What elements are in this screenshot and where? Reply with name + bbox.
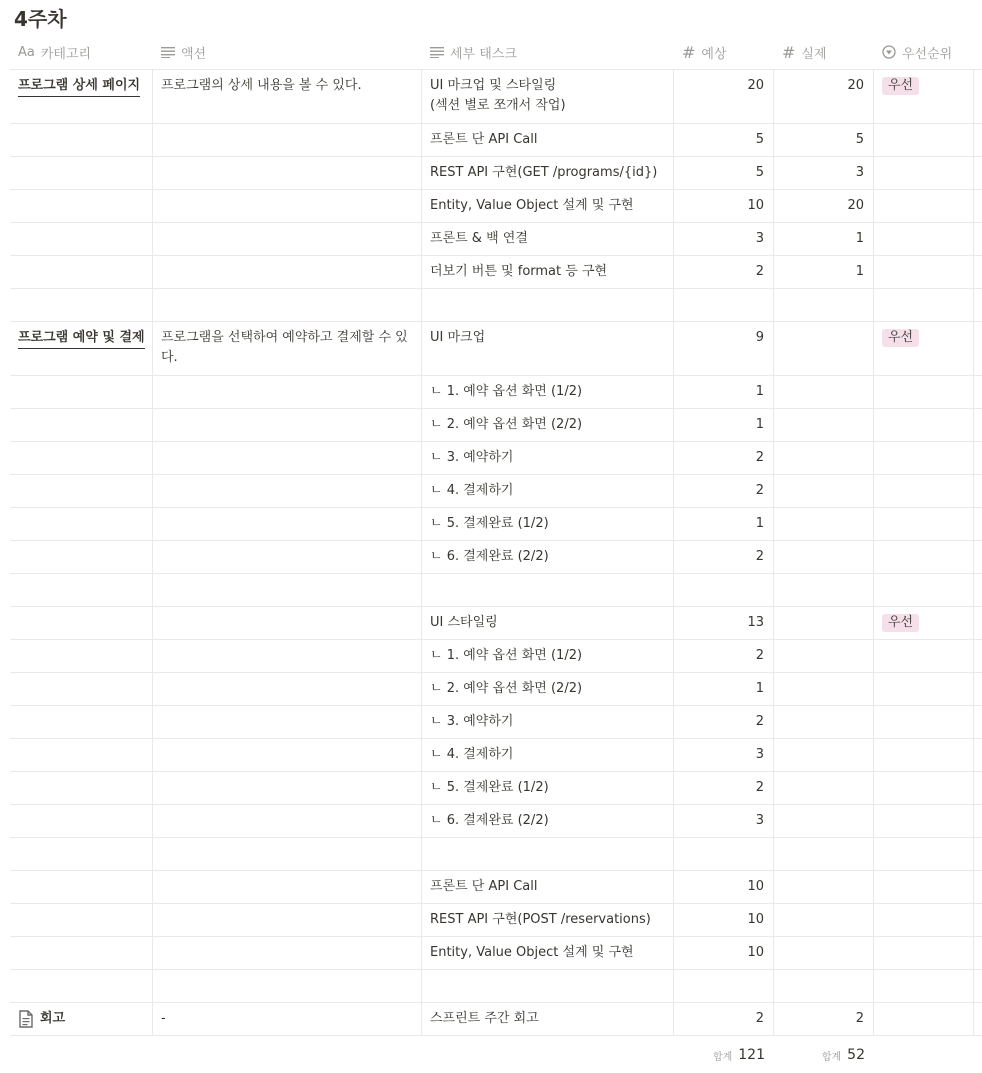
cell-category[interactable] xyxy=(10,640,153,672)
cell-task[interactable] xyxy=(422,772,674,804)
cell-actual[interactable] xyxy=(774,409,874,441)
table-row[interactable] xyxy=(10,1003,982,1036)
cell-action[interactable] xyxy=(153,706,422,738)
cell-estimate[interactable] xyxy=(674,223,774,255)
cell-priority[interactable] xyxy=(874,871,974,903)
cell-priority[interactable] xyxy=(874,706,974,738)
task-text: Entity, Value Object 설계 및 구현 xyxy=(430,945,634,960)
table-row[interactable] xyxy=(10,124,982,157)
cell-actual[interactable] xyxy=(774,739,874,771)
task-text: ㄴ 2. 예약 옵션 화면 (2/2) xyxy=(430,681,583,696)
cell-action[interactable] xyxy=(153,190,422,222)
cell-action[interactable] xyxy=(153,541,422,573)
cell-category[interactable] xyxy=(10,805,153,837)
table-row[interactable] xyxy=(10,640,982,673)
cell-actual[interactable] xyxy=(774,508,874,540)
cell-estimate[interactable] xyxy=(674,574,774,606)
cell-priority[interactable] xyxy=(874,322,974,375)
sum-label: 합계 xyxy=(712,1051,733,1063)
cell-category[interactable] xyxy=(10,157,153,189)
estimate-value: 20 xyxy=(747,78,764,93)
cell-category[interactable] xyxy=(10,772,153,804)
action-text: 프로그램의 상세 내용을 볼 수 있다. xyxy=(161,78,362,93)
table-row[interactable] xyxy=(10,838,982,871)
table-row[interactable] xyxy=(10,805,982,838)
sum-value: 52 xyxy=(847,1047,865,1063)
cell-priority[interactable] xyxy=(874,937,974,969)
task-text: ㄴ 5. 결제완료 (1/2) xyxy=(430,780,549,795)
sum-value: 121 xyxy=(738,1047,765,1063)
table-row[interactable] xyxy=(10,772,982,805)
cell-priority[interactable] xyxy=(874,190,974,222)
table-row[interactable] xyxy=(10,256,982,289)
priority-tag[interactable]: 우선 xyxy=(882,614,919,632)
cell-actual[interactable] xyxy=(774,673,874,705)
table-row[interactable] xyxy=(10,706,982,739)
cell-actual[interactable] xyxy=(774,442,874,474)
cell-category[interactable] xyxy=(10,256,153,288)
task-text: ㄴ 1. 예약 옵션 화면 (1/2) xyxy=(430,384,583,399)
cell-priority[interactable] xyxy=(874,442,974,474)
cell-estimate[interactable] xyxy=(674,937,774,969)
cell-priority[interactable] xyxy=(874,1003,974,1035)
cell-task[interactable] xyxy=(422,442,674,474)
table-row[interactable] xyxy=(10,409,982,442)
task-text: ㄴ 6. 결제완료 (2/2) xyxy=(430,813,549,828)
task-text: ㄴ 1. 예약 옵션 화면 (1/2) xyxy=(430,648,583,663)
column-header-actual[interactable] xyxy=(782,35,827,69)
actual-value: 3 xyxy=(855,165,864,180)
cell-action[interactable] xyxy=(153,376,422,408)
cell-estimate[interactable] xyxy=(674,190,774,222)
actual-value: 1 xyxy=(855,231,864,246)
cell-task[interactable] xyxy=(422,190,674,222)
cell-task[interactable] xyxy=(422,706,674,738)
cell-task[interactable] xyxy=(422,157,674,189)
cell-category[interactable] xyxy=(10,1003,153,1035)
table-row[interactable] xyxy=(10,475,982,508)
cell-estimate[interactable] xyxy=(674,157,774,189)
table-row[interactable] xyxy=(10,607,982,640)
cell-task[interactable] xyxy=(422,673,674,705)
cell-category[interactable] xyxy=(10,838,153,870)
cell-action[interactable] xyxy=(153,1003,422,1035)
priority-tag[interactable]: 우선 xyxy=(882,329,919,347)
cell-priority[interactable] xyxy=(874,256,974,288)
cell-estimate[interactable] xyxy=(674,508,774,540)
column-header-label: 카테고리 xyxy=(40,46,92,62)
table-row[interactable] xyxy=(10,70,982,124)
estimate-value: 2 xyxy=(755,450,764,465)
cell-estimate[interactable] xyxy=(674,838,774,870)
category-title: 회고 xyxy=(40,1011,66,1026)
cell-task[interactable] xyxy=(422,376,674,408)
estimate-value: 2 xyxy=(755,549,764,564)
cell-estimate[interactable] xyxy=(674,706,774,738)
cell-action[interactable] xyxy=(153,442,422,474)
table-row[interactable] xyxy=(10,190,982,223)
estimate-value: 2 xyxy=(755,780,764,795)
category-link[interactable] xyxy=(18,76,140,97)
estimate-value: 10 xyxy=(747,879,764,894)
task-text: ㄴ 5. 결제완료 (1/2) xyxy=(430,516,549,531)
cell-actual[interactable] xyxy=(774,838,874,870)
cell-priority[interactable] xyxy=(874,838,974,870)
cell-task[interactable] xyxy=(422,541,674,573)
cell-action[interactable] xyxy=(153,838,422,870)
cell-task[interactable] xyxy=(422,640,674,672)
cell-actual[interactable] xyxy=(774,607,874,639)
cell-category[interactable] xyxy=(10,376,153,408)
cell-task[interactable] xyxy=(422,937,674,969)
cell-priority[interactable] xyxy=(874,970,974,1002)
cell-category[interactable] xyxy=(10,190,153,222)
estimate-value: 5 xyxy=(755,132,764,147)
cell-priority[interactable] xyxy=(874,541,974,573)
category-title: 프로그램 상세 페이지 xyxy=(18,76,140,97)
cell-action[interactable] xyxy=(153,937,422,969)
cell-priority[interactable] xyxy=(874,673,974,705)
cell-actual[interactable] xyxy=(774,322,874,375)
estimate-value: 2 xyxy=(755,483,764,498)
cell-estimate[interactable] xyxy=(674,871,774,903)
cell-estimate[interactable] xyxy=(674,322,774,375)
task-text: ㄴ 3. 예약하기 xyxy=(430,450,514,465)
cell-category[interactable] xyxy=(10,574,153,606)
cell-actual[interactable] xyxy=(774,541,874,573)
cell-estimate[interactable] xyxy=(674,409,774,441)
cell-task[interactable] xyxy=(422,256,674,288)
cell-category[interactable] xyxy=(10,970,153,1002)
estimate-value: 2 xyxy=(755,648,764,663)
cell-actual[interactable] xyxy=(774,376,874,408)
estimate-value: 1 xyxy=(755,516,764,531)
cell-priority[interactable] xyxy=(874,904,974,936)
estimate-value: 2 xyxy=(755,714,764,729)
cell-category[interactable] xyxy=(10,70,153,123)
cell-task[interactable] xyxy=(422,70,674,123)
cell-estimate[interactable] xyxy=(674,124,774,156)
cell-action[interactable] xyxy=(153,871,422,903)
column-header-estimate[interactable] xyxy=(682,35,727,69)
cell-task[interactable] xyxy=(422,124,674,156)
cell-category[interactable] xyxy=(10,475,153,507)
cell-estimate[interactable] xyxy=(674,772,774,804)
cell-actual[interactable] xyxy=(774,871,874,903)
cell-task[interactable] xyxy=(422,838,674,870)
cell-category[interactable] xyxy=(10,871,153,903)
category-link[interactable] xyxy=(18,1009,65,1029)
cell-actual[interactable] xyxy=(774,706,874,738)
estimate-value: 1 xyxy=(755,681,764,696)
table-row[interactable] xyxy=(10,937,982,970)
table-row[interactable] xyxy=(10,376,982,409)
table-footer xyxy=(10,1037,982,1073)
table-row[interactable] xyxy=(10,673,982,706)
cell-action[interactable] xyxy=(153,256,422,288)
page-title: 4주차 xyxy=(14,7,67,31)
cell-action[interactable] xyxy=(153,970,422,1002)
cell-task[interactable] xyxy=(422,508,674,540)
cell-action[interactable] xyxy=(153,223,422,255)
estimate-value: 10 xyxy=(747,945,764,960)
estimate-value: 10 xyxy=(747,198,764,213)
cell-priority[interactable] xyxy=(874,640,974,672)
cell-task[interactable] xyxy=(422,409,674,441)
cell-category[interactable] xyxy=(10,541,153,573)
cell-priority[interactable] xyxy=(874,805,974,837)
estimate-value: 3 xyxy=(755,747,764,762)
actual-sum[interactable] xyxy=(774,1037,865,1073)
task-text: ㄴ 3. 예약하기 xyxy=(430,714,514,729)
cell-action[interactable] xyxy=(153,805,422,837)
cell-task[interactable] xyxy=(422,871,674,903)
task-text: 프론트 & 백 연결 xyxy=(430,231,528,246)
cell-priority[interactable] xyxy=(874,739,974,771)
table-row[interactable] xyxy=(10,739,982,772)
column-header-action[interactable] xyxy=(161,35,206,69)
column-header-label: 실제 xyxy=(801,46,827,62)
cell-estimate[interactable] xyxy=(674,289,774,321)
actual-value: 1 xyxy=(855,264,864,279)
text-icon xyxy=(430,46,444,58)
cell-priority[interactable] xyxy=(874,157,974,189)
cell-estimate[interactable] xyxy=(674,442,774,474)
table-header xyxy=(10,35,982,70)
cell-category[interactable] xyxy=(10,739,153,771)
table-row[interactable] xyxy=(10,871,982,904)
cell-action[interactable] xyxy=(153,322,422,375)
estimate-value: 13 xyxy=(747,615,764,630)
estimate-value: 3 xyxy=(755,813,764,828)
cell-action[interactable] xyxy=(153,508,422,540)
task-text: REST API 구현(POST /reservations) xyxy=(430,912,651,927)
cell-actual[interactable] xyxy=(774,475,874,507)
column-header-category[interactable] xyxy=(18,35,91,69)
table-row[interactable] xyxy=(10,157,982,190)
cell-priority[interactable] xyxy=(874,574,974,606)
cell-task[interactable] xyxy=(422,904,674,936)
cell-category[interactable] xyxy=(10,706,153,738)
sum-label: 합계 xyxy=(821,1051,842,1063)
cell-task[interactable] xyxy=(422,475,674,507)
estimate-value: 2 xyxy=(755,1011,764,1026)
column-header-label: 예상 xyxy=(701,46,727,62)
actual-value: 5 xyxy=(855,132,864,147)
cell-priority[interactable] xyxy=(874,124,974,156)
cell-estimate[interactable] xyxy=(674,904,774,936)
cell-estimate[interactable] xyxy=(674,805,774,837)
cell-action[interactable] xyxy=(153,739,422,771)
action-text: - xyxy=(161,1011,166,1026)
number-icon: # xyxy=(782,42,796,62)
cell-actual[interactable] xyxy=(774,157,874,189)
cell-action[interactable] xyxy=(153,640,422,672)
cell-task[interactable] xyxy=(422,607,674,639)
cell-category[interactable] xyxy=(10,937,153,969)
cell-category[interactable] xyxy=(10,904,153,936)
cell-estimate[interactable] xyxy=(674,607,774,639)
cell-estimate[interactable] xyxy=(674,475,774,507)
table-row[interactable] xyxy=(10,442,982,475)
cell-task[interactable] xyxy=(422,970,674,1002)
cell-priority[interactable] xyxy=(874,223,974,255)
cell-estimate[interactable] xyxy=(674,376,774,408)
task-text: Entity, Value Object 설계 및 구현 xyxy=(430,198,634,213)
cell-actual[interactable] xyxy=(774,937,874,969)
cell-priority[interactable] xyxy=(874,508,974,540)
cell-actual[interactable] xyxy=(774,223,874,255)
column-header-label: 우선순위 xyxy=(902,46,953,62)
task-text: 스프린트 주간 회고 xyxy=(430,1011,539,1026)
cell-priority[interactable] xyxy=(874,70,974,123)
task-text: ㄴ 4. 결제하기 xyxy=(430,747,514,762)
cell-action[interactable] xyxy=(153,607,422,639)
cell-action[interactable] xyxy=(153,574,422,606)
task-text: UI 마크업 및 스타일링 (섹션 별로 쪼개서 작업) xyxy=(430,78,566,113)
cell-estimate[interactable] xyxy=(674,1003,774,1035)
cell-estimate[interactable] xyxy=(674,739,774,771)
cell-action[interactable] xyxy=(153,70,422,123)
cell-estimate[interactable] xyxy=(674,70,774,123)
cell-task[interactable] xyxy=(422,574,674,606)
cell-actual[interactable] xyxy=(774,289,874,321)
category-link[interactable] xyxy=(18,328,145,349)
cell-estimate[interactable] xyxy=(674,970,774,1002)
task-text: UI 스타일링 xyxy=(430,615,498,630)
cell-action[interactable] xyxy=(153,475,422,507)
table-row[interactable] xyxy=(10,508,982,541)
actual-value: 20 xyxy=(847,78,864,93)
cell-category[interactable] xyxy=(10,223,153,255)
cell-action[interactable] xyxy=(153,409,422,441)
select-icon xyxy=(882,45,896,59)
cell-priority[interactable] xyxy=(874,607,974,639)
cell-action[interactable] xyxy=(153,772,422,804)
cell-action[interactable] xyxy=(153,157,422,189)
actual-value: 20 xyxy=(847,198,864,213)
column-header-label: 액션 xyxy=(181,46,207,62)
category-title: 프로그램 예약 및 결제 xyxy=(18,328,145,349)
action-text: 프로그램을 선택하여 예약하고 결제할 수 있다. xyxy=(161,330,408,365)
cell-action[interactable] xyxy=(153,673,422,705)
cell-category[interactable] xyxy=(10,607,153,639)
estimate-value: 10 xyxy=(747,912,764,927)
cell-category[interactable] xyxy=(10,322,153,375)
task-text: UI 마크업 xyxy=(430,330,486,345)
estimate-value: 1 xyxy=(755,417,764,432)
cell-estimate[interactable] xyxy=(674,640,774,672)
table-row[interactable] xyxy=(10,574,982,607)
cell-actual[interactable] xyxy=(774,640,874,672)
cell-actual[interactable] xyxy=(774,1003,874,1035)
title-icon: Aa xyxy=(18,44,35,60)
cell-category[interactable] xyxy=(10,508,153,540)
estimate-sum[interactable] xyxy=(674,1037,765,1073)
cell-task[interactable] xyxy=(422,289,674,321)
cell-priority[interactable] xyxy=(874,475,974,507)
cell-priority[interactable] xyxy=(874,772,974,804)
estimate-value: 5 xyxy=(755,165,764,180)
table-body xyxy=(10,70,982,1036)
cell-actual[interactable] xyxy=(774,70,874,123)
cell-action[interactable] xyxy=(153,289,422,321)
task-text: 더보기 버튼 및 format 등 구현 xyxy=(430,264,608,279)
cell-actual[interactable] xyxy=(774,772,874,804)
task-text: ㄴ 6. 결제완료 (2/2) xyxy=(430,549,549,564)
cell-category[interactable] xyxy=(10,673,153,705)
cell-task[interactable] xyxy=(422,322,674,375)
cell-actual[interactable] xyxy=(774,574,874,606)
cell-priority[interactable] xyxy=(874,409,974,441)
estimate-value: 1 xyxy=(755,384,764,399)
column-header-priority[interactable] xyxy=(882,35,952,69)
cell-task[interactable] xyxy=(422,1003,674,1035)
cell-priority[interactable] xyxy=(874,289,974,321)
cell-actual[interactable] xyxy=(774,904,874,936)
estimate-value: 9 xyxy=(755,330,764,345)
cell-estimate[interactable] xyxy=(674,256,774,288)
cell-task[interactable] xyxy=(422,805,674,837)
task-text: 프론트 단 API Call xyxy=(430,879,538,894)
cell-category[interactable] xyxy=(10,409,153,441)
column-header-label: 세부 태스크 xyxy=(450,46,517,62)
task-text: ㄴ 2. 예약 옵션 화면 (2/2) xyxy=(430,417,583,432)
cell-action[interactable] xyxy=(153,904,422,936)
priority-tag[interactable]: 우선 xyxy=(882,77,919,95)
table-row[interactable] xyxy=(10,223,982,256)
estimate-value: 3 xyxy=(755,231,764,246)
task-text: REST API 구현(GET /programs/{id}) xyxy=(430,165,658,180)
task-text: ㄴ 4. 결제하기 xyxy=(430,483,514,498)
table-row[interactable] xyxy=(10,970,982,1003)
cell-actual[interactable] xyxy=(774,256,874,288)
cell-actual[interactable] xyxy=(774,124,874,156)
cell-actual[interactable] xyxy=(774,805,874,837)
cell-actual[interactable] xyxy=(774,970,874,1002)
cell-priority[interactable] xyxy=(874,376,974,408)
text-icon xyxy=(161,46,175,58)
actual-value: 2 xyxy=(855,1011,864,1026)
table-row[interactable] xyxy=(10,541,982,574)
cell-task[interactable] xyxy=(422,739,674,771)
cell-estimate[interactable] xyxy=(674,673,774,705)
cell-actual[interactable] xyxy=(774,190,874,222)
cell-category[interactable] xyxy=(10,289,153,321)
task-text: 프론트 단 API Call xyxy=(430,132,538,147)
cell-action[interactable] xyxy=(153,124,422,156)
number-icon: # xyxy=(682,42,696,62)
table-row[interactable] xyxy=(10,322,982,376)
table-row[interactable] xyxy=(10,904,982,937)
cell-estimate[interactable] xyxy=(674,541,774,573)
column-header-task[interactable] xyxy=(430,35,517,69)
cell-category[interactable] xyxy=(10,442,153,474)
table-row[interactable] xyxy=(10,289,982,322)
cell-task[interactable] xyxy=(422,223,674,255)
page-icon xyxy=(18,1010,34,1028)
estimate-value: 2 xyxy=(755,264,764,279)
cell-category[interactable] xyxy=(10,124,153,156)
